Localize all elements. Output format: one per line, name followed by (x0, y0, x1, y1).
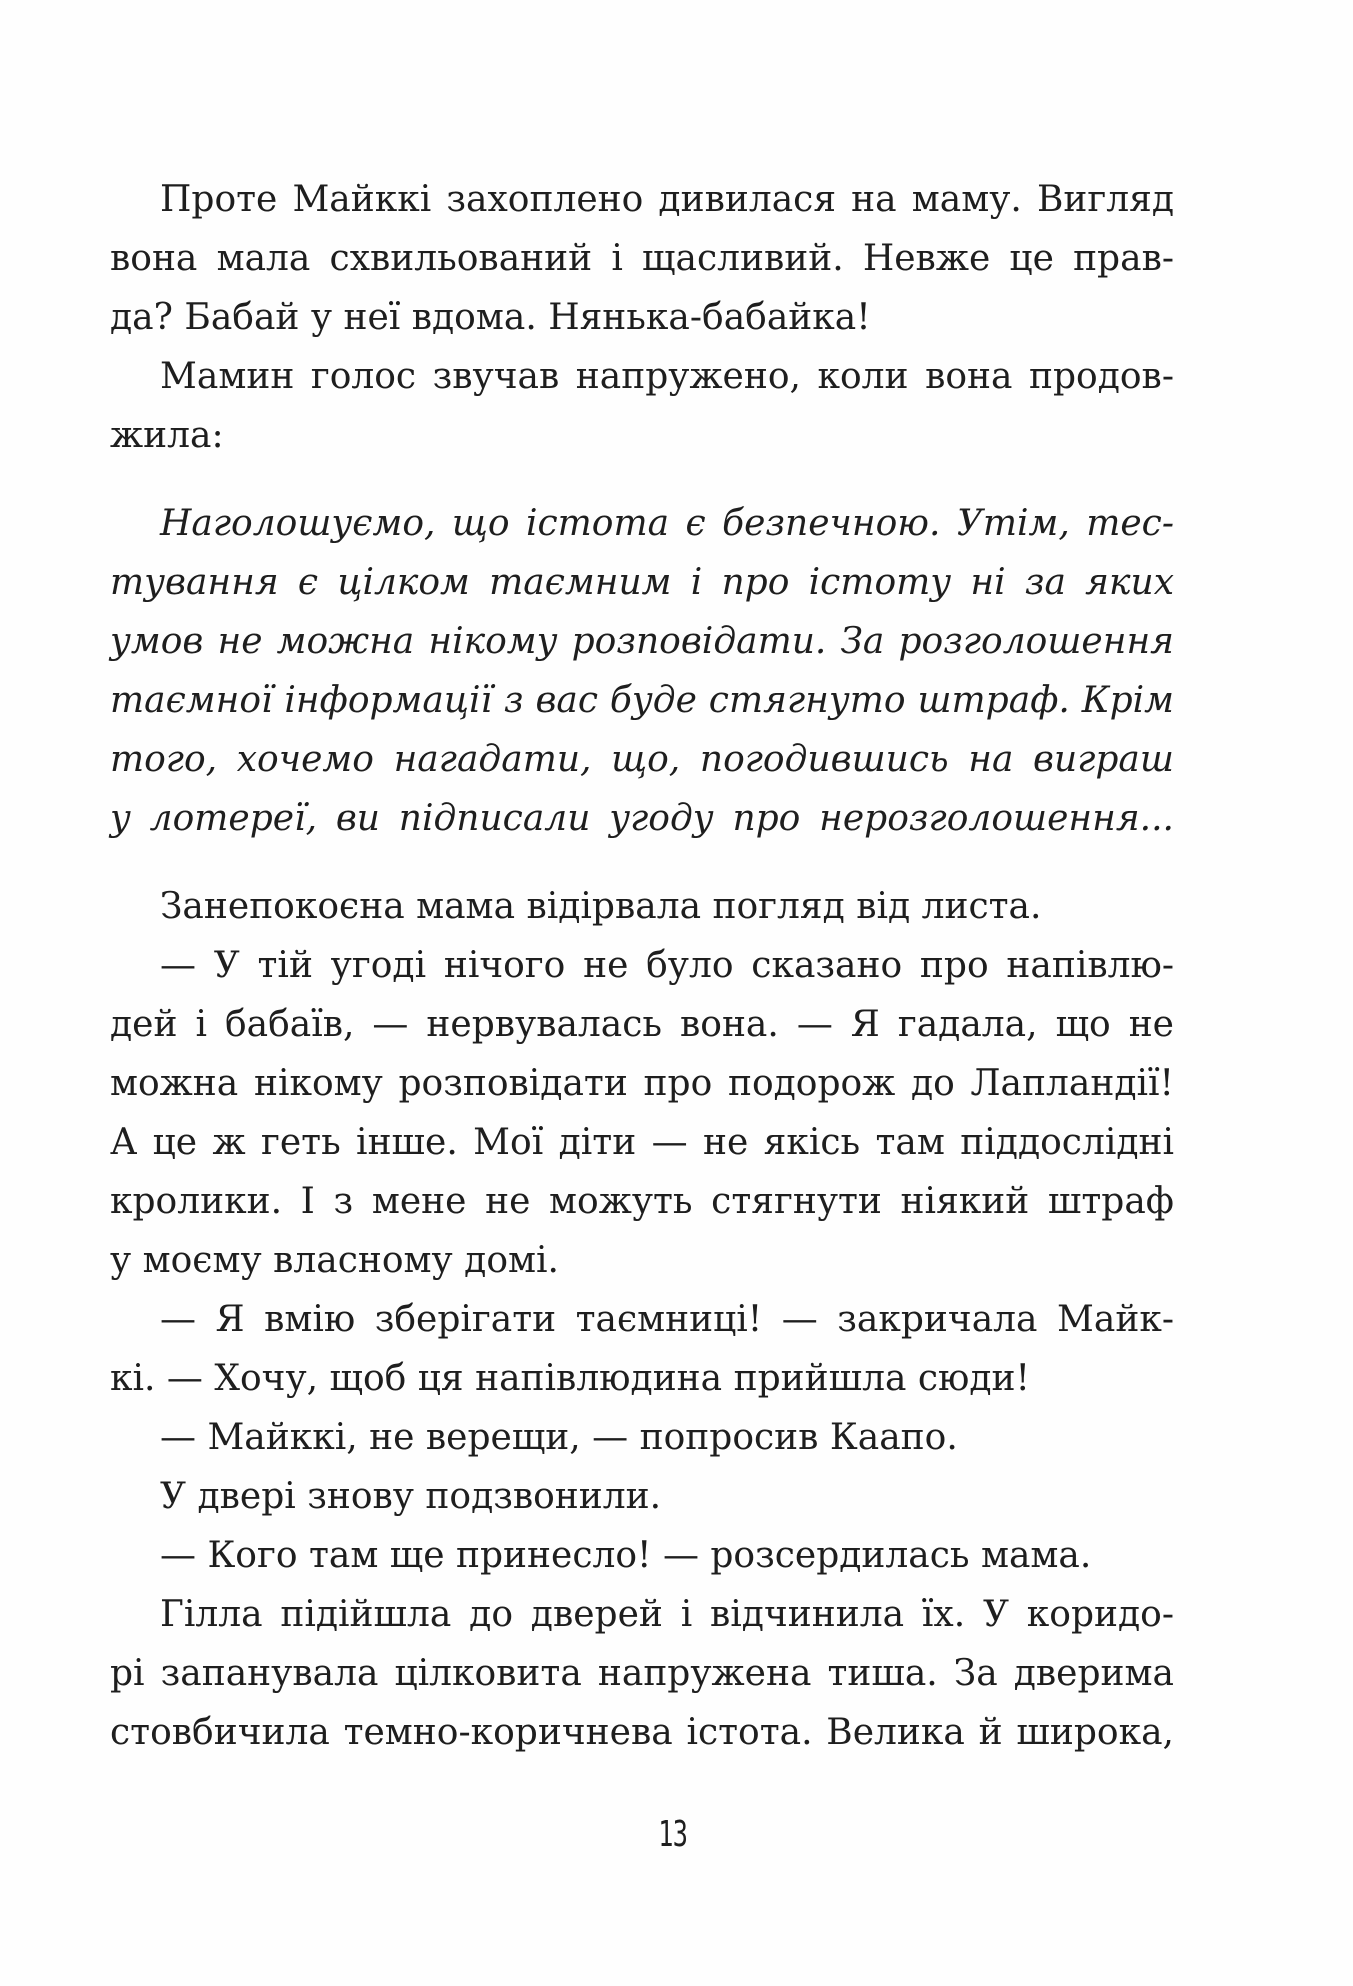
text-line: Занепокоєна мама відірвала погляд від листа. (160, 886, 1042, 927)
quote-line: тування є цілком таємним і про істоту ні за яких (110, 562, 1174, 603)
text-line: А це ж геть інше. Мої діти — не якісь там піддослідні (110, 1122, 1174, 1163)
paragraph (110, 936, 1174, 1290)
paragraph (110, 347, 1174, 465)
text-line: Мамин голос звучав напружено, коли вона продов- (160, 356, 1174, 397)
paragraph (110, 1290, 1174, 1408)
text-line: у моєму власному домі. (110, 1240, 559, 1281)
text-line: Проте Майккі захоплено дивилася на маму. Вигляд (160, 179, 1174, 220)
quote-line: у лотереї, ви підписали угоду про нерозголошення... (110, 798, 1174, 839)
quote-line: таємної інформації з вас буде стягнуто штраф. Крім (110, 680, 1174, 721)
text-line: вона мала схвильований і щасливий. Невже це прав- (110, 238, 1174, 279)
paragraph (110, 170, 1174, 347)
text-line: стовбичила темно-коричнева істота. Велика й широка, (110, 1712, 1174, 1753)
paragraph (110, 1467, 1174, 1526)
text-line: да? Бабай у неї вдома. Нянька-бабайка! (110, 297, 871, 338)
book-page-text (110, 170, 1174, 1762)
text-line: кі. — Хочу, щоб ця напівлюдина прийшла сюди! (110, 1358, 1030, 1399)
text-line: — Майккі, не верещи, — попросив Каапо. (160, 1417, 958, 1458)
quote-line: умов не можна нікому розповідати. За розголошення (110, 621, 1174, 662)
text-line: дей і бабаїв, — нервувалась вона. — Я гадала, що не (110, 1004, 1174, 1045)
text-line: кролики. І з мене не можуть стягнути ніякий штраф (110, 1181, 1174, 1222)
letter-quote (110, 494, 1174, 848)
text-line: жила: (110, 415, 224, 456)
quote-line: Наголошуємо, що істота є безпечною. Утім, тес- (160, 503, 1174, 544)
paragraph (110, 1408, 1174, 1467)
text-line: У двері знову подзвонили. (160, 1476, 662, 1517)
paragraph (110, 1526, 1174, 1585)
page-number: 13 (658, 1814, 688, 1855)
paragraph (110, 1585, 1174, 1762)
text-line: Гілла підійшла до дверей і відчинила їх. У коридо- (160, 1594, 1174, 1635)
text-line: можна нікому розповідати про подорож до Лапландії! (110, 1063, 1174, 1104)
text-line: — Я вмію зберігати таємниці! — закричала Майк- (160, 1299, 1174, 1340)
text-line: — Кого там ще принесло! — розсердилась мама. (160, 1535, 1092, 1576)
text-line: рі запанувала цілковита напружена тиша. За дверима (110, 1653, 1174, 1694)
paragraph (110, 877, 1174, 936)
text-line: — У тій угоді нічого не було сказано про напівлю- (160, 945, 1174, 986)
quote-line: того, хочемо нагадати, що, погодившись на виграш (110, 739, 1174, 780)
